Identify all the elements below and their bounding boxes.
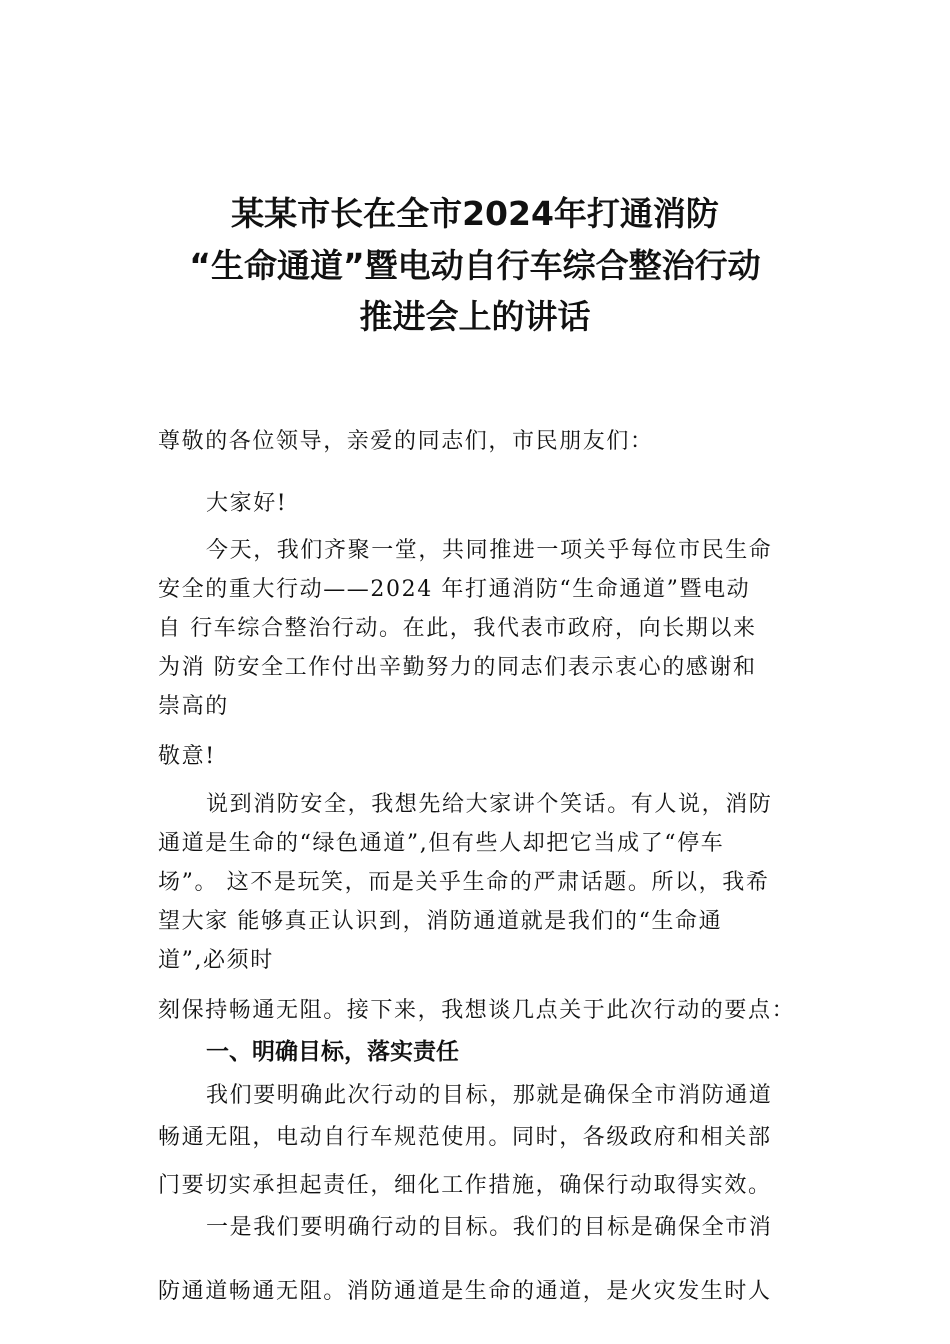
paragraph-1-line-5: 崇高的 xyxy=(158,694,229,719)
paragraph-4-line-1: 一是我们要明确行动的目标。我们的目标是确保全市消 xyxy=(206,1215,773,1240)
document-title-line-1: 某某市长在全市2024年打通消防 xyxy=(231,194,719,233)
paragraph-4-line-2: 防通道畅通无阻。消防通道是生命的通道，是火灾发生时人 xyxy=(158,1279,772,1304)
paragraph-2-line-2: 通道是生命的“绿色通道”,但有些人却把它当成了“停车 xyxy=(158,831,725,856)
paragraph-1-line-2: 安全的重大行动——2024 年打通消防“生命通道”暨电动 xyxy=(158,577,751,602)
section-1-heading: 一、明确目标，落实责任 xyxy=(206,1039,459,1065)
paragraph-1-line-3: 自 行车综合整治行动。在此，我代表市政府，向长期以来 xyxy=(158,616,757,641)
paragraph-2-line-3: 场”。 这不是玩笑，而是关乎生命的严肃话题。所以，我希 xyxy=(158,870,770,895)
document-title-line-3: 推进会上的讲话 xyxy=(359,297,591,336)
document-title-line-2: “生命通道”暨电动自行车综合整治行动 xyxy=(189,246,761,285)
paragraph-1-line-4: 为消 防安全工作付出辛勤努力的同志们表示衷心的感谢和 xyxy=(158,655,757,680)
paragraph-1-end: 敬意! xyxy=(158,744,216,769)
paragraph-2-line-5: 道”,必须时 xyxy=(158,948,274,973)
paragraph-2-line-1: 说到消防安全，我想先给大家讲个笑话。有人说，消防 xyxy=(206,792,773,817)
salutation: 尊敬的各位领导，亲爱的同志们，市民朋友们： xyxy=(158,429,654,454)
paragraph-2-end: 刻保持畅通无阻。接下来，我想谈几点关于此次行动的要点： xyxy=(158,998,796,1023)
greeting: 大家好! xyxy=(206,491,288,516)
paragraph-1-line-1: 今天，我们齐聚一堂，共同推进一项关乎每位市民生命 xyxy=(206,538,773,563)
paragraph-2-line-4: 望大家 能够真正认识到，消防通道就是我们的“生命通 xyxy=(158,909,723,934)
paragraph-3-line-1: 我们要明确此次行动的目标，那就是确保全市消防通道 xyxy=(206,1083,773,1108)
paragraph-3-line-3: 门要切实承担起责任，细化工作措施，确保行动取得实效。 xyxy=(158,1173,772,1198)
paragraph-3-line-2: 畅通无阻，电动自行车规范使用。同时，各级政府和相关部 xyxy=(158,1125,772,1150)
